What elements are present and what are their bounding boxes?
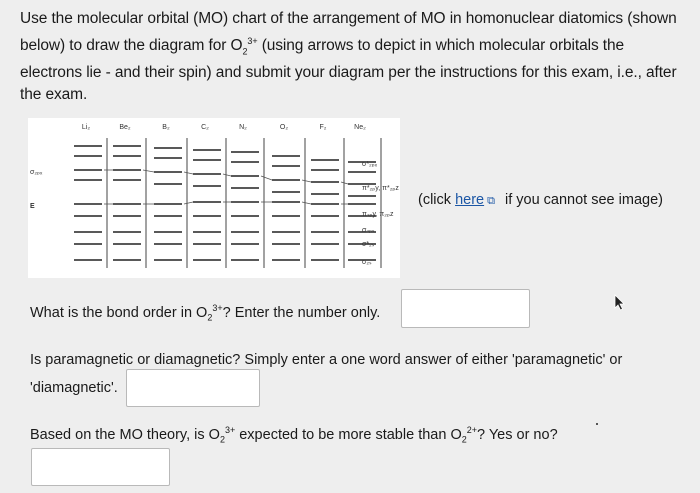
level-connector — [302, 180, 311, 182]
right-label: σ₂ₚₓ — [362, 227, 375, 234]
left-label: σ₂ₚₓ — [30, 169, 43, 176]
question-stability: Based on the MO theory, is $O_2^{3+}$ expected to be more stable than $O_2^{2+}$? Yes or no? — [30, 425, 558, 445]
stability-input[interactable] — [31, 448, 170, 486]
mo-chart-svg — [28, 118, 400, 278]
right-label: σ₂ₛ — [362, 259, 372, 266]
mo-chart-image — [28, 118, 400, 278]
stray-dot — [596, 423, 598, 425]
column-label: Li₂ — [81, 124, 91, 131]
level-connector — [261, 176, 272, 180]
column-label: O₂ — [279, 124, 289, 131]
external-link-icon: ⧉ — [487, 195, 495, 207]
right-label: σ*₂ₚₓ — [362, 161, 378, 168]
column-label: C₂ — [201, 124, 209, 131]
energy-axis-label: E — [30, 203, 35, 210]
level-connector — [223, 174, 231, 176]
column-label: N₂ — [239, 124, 247, 131]
column-label: Ne₂ — [354, 124, 366, 131]
column-label: B₂ — [162, 124, 170, 131]
column-label: F₂ — [319, 124, 327, 131]
question-bond-order: What is the bond order in $O_2^{3+}$? Enter the number only. — [30, 303, 381, 323]
level-connector — [302, 202, 311, 204]
right-label: π*₂ₚy, π*₂ₚz — [362, 185, 399, 192]
mouse-cursor-icon — [614, 294, 626, 312]
level-connector — [184, 172, 193, 174]
bond-order-input[interactable] — [401, 289, 530, 328]
magnetism-input[interactable] — [126, 369, 260, 407]
right-label: π₂ₚy, π₂ₚz — [362, 211, 394, 218]
column-label: Be₂ — [119, 124, 131, 131]
question-intro: Use the molecular orbital (MO) chart of the arrangement of MO in homonuclear diatomics (shown below) to draw the diagram for $O_2^{3+}$ (using arrows to depict in which molecular orbitals the electrons lie - and their spin) and submit your diagram per the instructions for this exam, i.e., after the exam. — [20, 10, 677, 104]
image-link[interactable]: here — [455, 192, 485, 208]
right-label: σ*₂ₛ — [362, 241, 375, 248]
question-magnetism: Is paramagnetic or diamagnetic? Simply enter a one word answer of either 'paramagnetic' or 'diamagnetic'. — [30, 352, 623, 396]
level-connector — [143, 170, 154, 172]
click-note: (click here ⧉ if you cannot see image) — [418, 192, 663, 208]
level-connector — [184, 202, 193, 204]
